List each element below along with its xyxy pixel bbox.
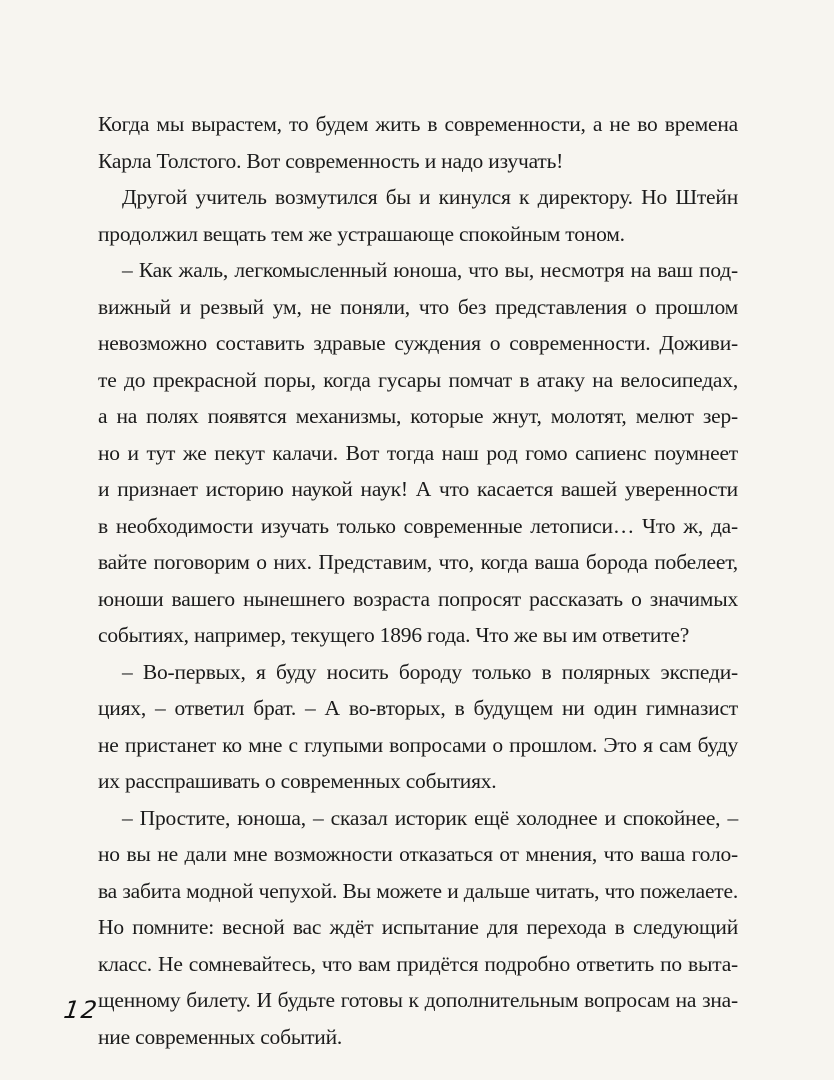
text-line: Другой учитель возмутился бы и кинулся к директору. Но Штейн	[122, 185, 738, 209]
text-line: невозможно составить здравые суждения о современности. Доживи-	[98, 331, 738, 355]
page-number: 12	[62, 996, 101, 1024]
text-line: вижный и резвый ум, не поняли, что без представления о прошлом	[98, 294, 738, 319]
text-line: событиях, например, текущего 1896 года. Что же вы им ответите?	[98, 623, 690, 647]
text-line: Карла Толстого. Вот современность и надо изучать!	[98, 148, 564, 173]
text-line: щенному билету. И будьте готовы к дополнительным вопросам на зна-	[98, 988, 738, 1012]
text-line: циях, – ответил брат. – А во-вторых, в будущем ни один гимназист	[98, 696, 738, 720]
text-line: ва забита модной чепухой. Вы можете и дальше читать, что пожелаете.	[98, 878, 738, 903]
text-line: но и тут же пекут калачи. Вот тогда наш род гомо сапиенс поумнеет	[98, 440, 738, 465]
text-line: те до прекрасной поры, когда гусары помчат в атаку на велосипедах,	[98, 367, 738, 392]
text-line: юноши вашего нынешнего возраста попросят рассказать о значимых	[98, 586, 738, 611]
text-line: – Во-первых, я буду носить бороду только в полярных экспеди-	[122, 659, 738, 684]
text-line: ние современных событий.	[98, 1024, 343, 1049]
text-line: вайте поговорим о них. Представим, что, когда ваша борода побелеет,	[98, 550, 738, 574]
text-line: – Как жаль, легкомысленный юноша, что вы, несмотря на ваш под-	[122, 258, 738, 282]
text-line: Но помните: весной вас ждёт испытание для перехода в следующий	[98, 915, 738, 939]
text-line: но вы не дали мне возможности отказаться от мнения, что ваша голо-	[98, 842, 738, 866]
text-line: класс. Не сомневайтесь, что вам придётся подробно ответить по выта-	[98, 951, 738, 976]
body-text	[98, 106, 738, 1055]
text-line: а на полях появятся механизмы, которые жнут, молотят, мелют зер-	[98, 404, 738, 428]
text-line: в необходимости изучать только современные летописи… Что ж, да-	[98, 513, 738, 538]
text-line: их расспрашивать о современных событиях.	[98, 769, 497, 793]
text-line: и признает историю наукой наук! А что касается вашей уверенности	[98, 477, 738, 501]
text-line: продолжил вещать тем же устрашающе спокойным тоном.	[98, 221, 625, 246]
text-line: не пристанет ко мне с глупыми вопросами о прошлом. Это я сам буду	[98, 732, 738, 757]
text-line: – Простите, юноша, – сказал историк ещё холоднее и спокойнее, –	[122, 805, 738, 830]
text-line: Когда мы вырастем, то будем жить в современности, а не во времена	[98, 112, 738, 136]
